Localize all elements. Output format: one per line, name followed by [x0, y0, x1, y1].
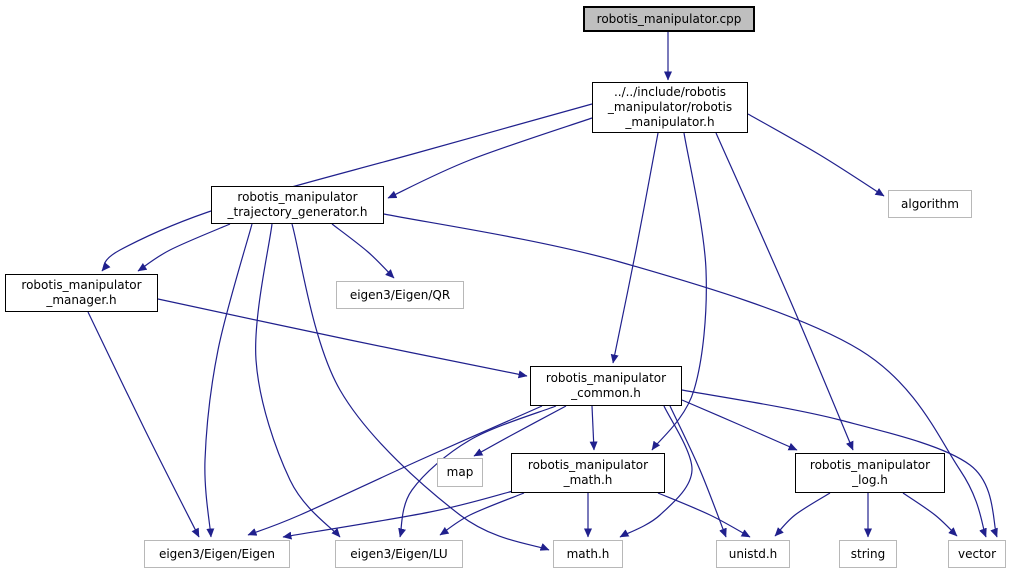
node-string[interactable]: [839, 540, 897, 568]
edge-common_h--math_h_node: [592, 406, 594, 450]
node-unistd_h[interactable]: [716, 540, 790, 568]
node-robotis_manipulator_h[interactable]: [592, 82, 748, 133]
node-label: robotis_manipulator: [809, 458, 931, 472]
node-manager_h[interactable]: [5, 274, 158, 312]
node-label: _trajectory_generator.h: [227, 205, 368, 219]
node-label: ../../include/robotis: [613, 85, 727, 99]
edge-trajectory_generator_h--manager_h: [138, 224, 230, 271]
node-label: _common.h: [571, 386, 641, 400]
node-common_h[interactable]: [530, 366, 682, 406]
node-label: robotis_manipulator: [527, 458, 649, 472]
node-label: _manipulator.h: [625, 115, 715, 129]
node-eigen_qr[interactable]: [336, 281, 464, 309]
node-label: _math.h: [563, 473, 613, 487]
node-label: algorithm: [901, 196, 959, 211]
node-label: string: [850, 546, 886, 561]
node-label: robotis_manipulator.cpp: [596, 11, 742, 26]
node-label: robotis_manipulator: [237, 190, 358, 204]
node-eigen_lu[interactable]: [335, 540, 463, 568]
node-map[interactable]: [437, 458, 483, 487]
edge-common_h--unistd_h: [670, 406, 726, 537]
node-trajectory_generator_h[interactable]: [211, 186, 384, 224]
node-label: math.h: [566, 546, 610, 561]
node-label: _manipulator/robotis: [607, 100, 733, 114]
node-label: robotis_manipulator: [21, 278, 142, 292]
node-algorithm[interactable]: [888, 190, 972, 218]
node-label: eigen3/Eigen/LU: [350, 546, 448, 561]
node-label: eigen3/Eigen/QR: [349, 287, 451, 302]
edge-robotis_manipulator_h--algorithm: [748, 114, 884, 196]
edge-math_h_node--unistd_h: [658, 493, 750, 537]
edge-trajectory_generator_h--eigen_qr: [332, 224, 394, 278]
edge-manager_h--common_h: [158, 299, 527, 376]
edge-log_h--vector: [903, 493, 957, 536]
edge-common_h--eigen_eigen: [248, 406, 542, 535]
node-math_h_node[interactable]: [511, 453, 665, 493]
node-label: vector: [957, 546, 997, 561]
node-label: _log.h: [852, 473, 888, 487]
edge-math_h_node--eigen_eigen: [283, 491, 513, 537]
edge-robotis_manipulator_h--common_h: [613, 133, 658, 363]
edge-trajectory_generator_h--eigen_lu: [256, 224, 340, 537]
node-robotis_manipulator_cpp[interactable]: [583, 6, 755, 32]
node-label: eigen3/Eigen/Eigen: [158, 546, 276, 561]
node-label: map: [446, 465, 474, 479]
node-eigen_eigen[interactable]: [144, 540, 290, 568]
edge-log_h--unistd_h: [775, 493, 830, 536]
edge-robotis_manipulator_h--trajectory_generator_h: [388, 118, 592, 198]
node-math_h_std[interactable]: [553, 540, 623, 568]
node-vector[interactable]: [948, 540, 1006, 568]
node-label: robotis_manipulator: [545, 371, 667, 385]
node-label: unistd.h: [728, 546, 778, 561]
edge-manager_h--eigen_eigen: [88, 312, 199, 537]
edge-trajectory_generator_h--eigen_eigen: [205, 224, 252, 537]
node-log_h[interactable]: [795, 453, 945, 493]
node-label: _manager.h: [46, 293, 117, 307]
edge-robotis_manipulator_h--log_h: [716, 133, 853, 450]
